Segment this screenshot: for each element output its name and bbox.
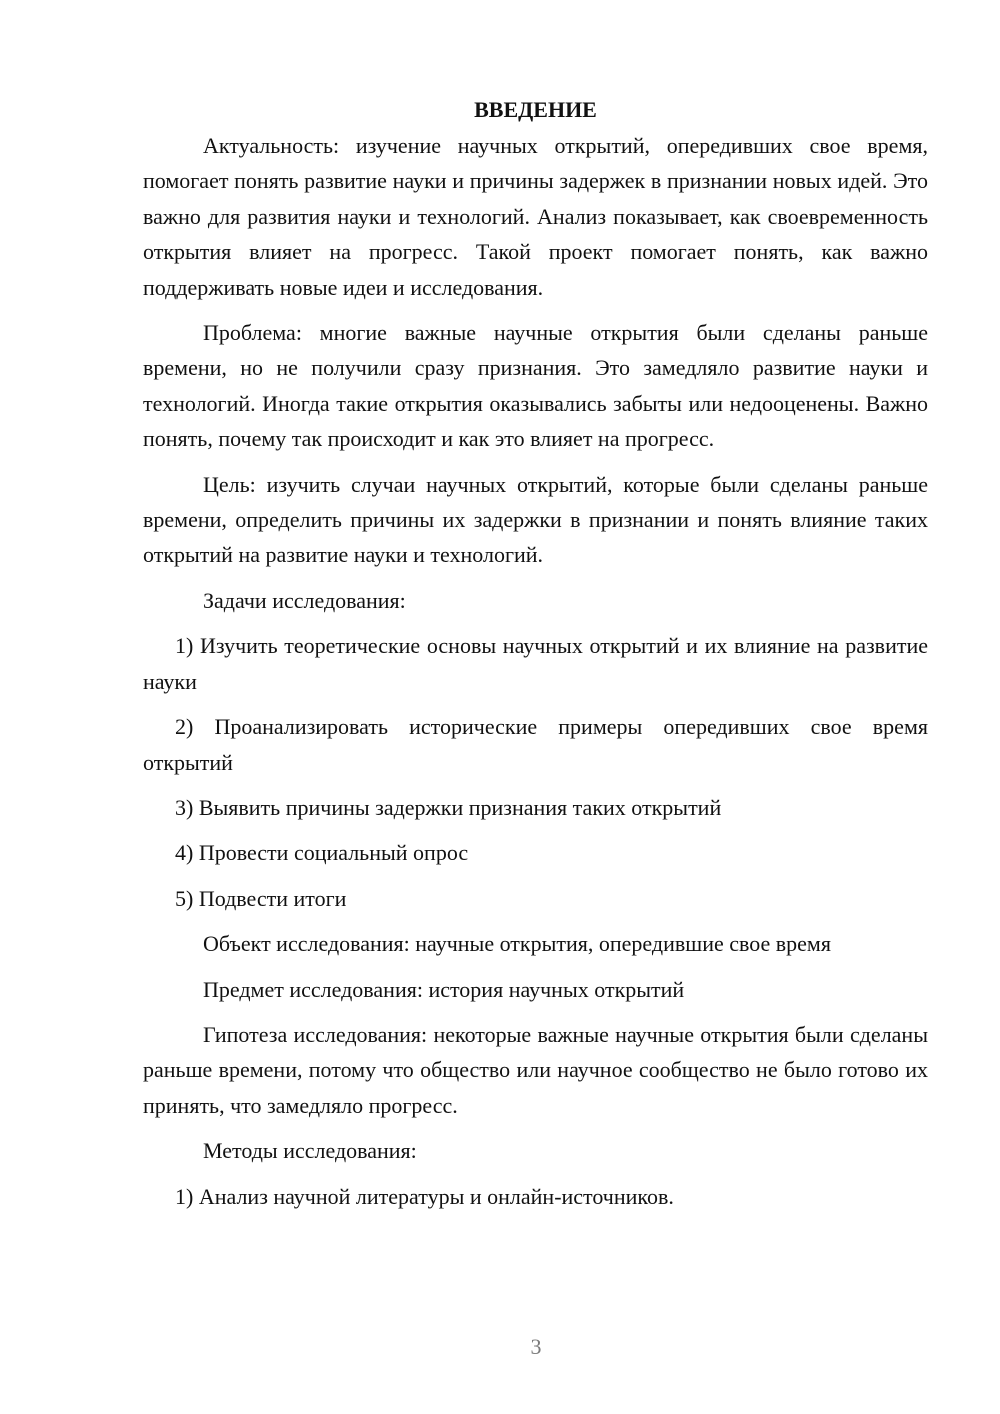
tasks-heading: Задачи исследования: [203,587,406,613]
object-paragraph: Объект исследования: научные открытия, опередившие свое время [203,931,831,957]
methods-heading: Методы исследования: [203,1138,417,1164]
goal-paragraph: Цель: изучить случаи научных открытий, которые были сделаны раньше времени, определить причины их задержки в признании и понять влияние таких открытий на развитие науки и технологий. [143,471,928,568]
tasks-list [143,628,928,916]
task-item: 2) Проанализировать исторические примеры опередивших свое время открытий [143,714,928,775]
document-page [143,92,928,1224]
method-item: 1) Анализ научной литературы и онлайн-источников. [175,1183,674,1209]
task-item: 4) Провести социальный опрос [175,840,469,866]
section-heading: ВВЕДЕНИЕ [474,97,597,122]
task-item: 3) Выявить причины задержки признания таких открытий [175,794,722,820]
problem-paragraph: Проблема: многие важные научные открытия были сделаны раньше времени, но не получили сразу признания. Это замедляло развитие науки и технологий. Иногда такие открытия оказывались забыты или недооценены. Важно понять, почему так происходит и как это влияет на прогресс. [143,320,928,452]
subject-paragraph: Предмет исследования: история научных открытий [203,976,685,1002]
task-item: 5) Подвести итоги [175,885,347,911]
hypothesis-paragraph: Гипотеза исследования: некоторые важные научные открытия были сделаны раньше времени, потому что общество или научное сообщество не было готово их принять, что замедляло прогресс. [143,1021,928,1118]
page-number: 3 [530,1334,542,1359]
methods-list [143,1179,928,1214]
task-item: 1) Изучить теоретические основы научных открытий и их влияние на развитие науки [143,633,928,694]
relevance-paragraph: Актуальность: изучение научных открытий, опередивших свое время, помогает понять развитие науки и причины задержек в признании новых идей. Это важно для развития науки и технологий. Анализ показывает, как своевременность открытия влияет на прогресс. Такой проект помогает понять, как важно поддерживать новые идеи и исследования. [143,133,928,300]
